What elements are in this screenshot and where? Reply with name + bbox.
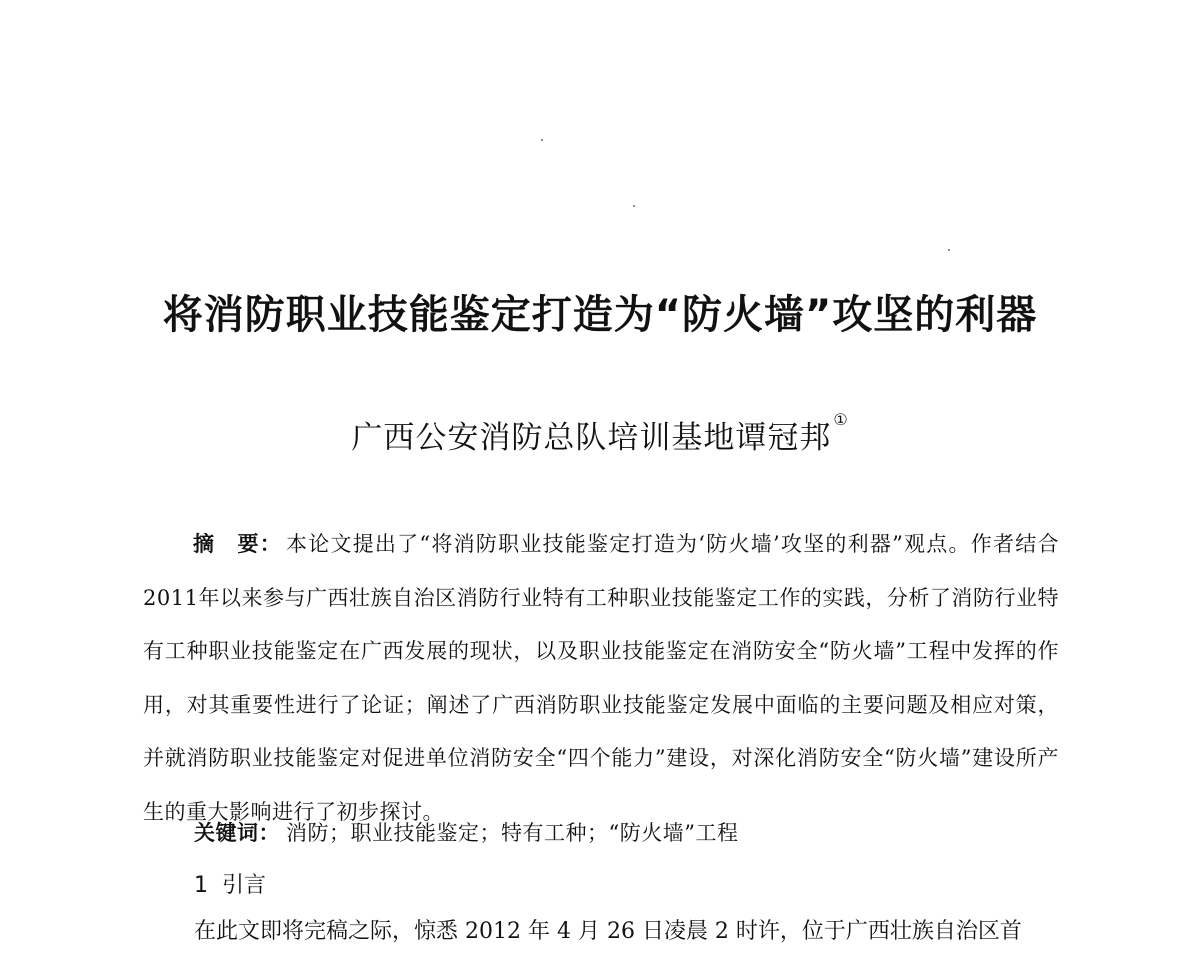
keywords-label: 关键词： — [194, 821, 280, 845]
author-footnote-mark: ① — [833, 410, 849, 429]
author-line — [0, 412, 1200, 457]
scan-speck — [633, 205, 635, 207]
author-name: 广西公安消防总队培训基地谭冠邦 — [351, 420, 832, 456]
body-paragraph: 在此文即将完稿之际，惊悉 2012 年 4 月 26 日凌晨 2 时许，位于广西壮族自治区首 — [194, 919, 1022, 944]
section-heading — [194, 868, 266, 899]
section-number: 1 — [194, 873, 208, 898]
section-title: 引言 — [222, 873, 267, 898]
paper-title: 将消防职业技能鉴定打造为“防火墙”攻坚的利器 — [162, 292, 1038, 338]
abstract-paragraph — [143, 518, 1059, 839]
keywords-line — [194, 817, 738, 847]
keywords-text: 消防；职业技能鉴定；特有工种；“防火墙”工程 — [286, 821, 739, 845]
scan-speck — [948, 249, 950, 251]
abstract-label: 摘 要： — [193, 532, 282, 556]
abstract-text: 本论文提出了“将消防职业技能鉴定打造为‘防火墙’攻坚的利器”观点。作者结合2011年以来参与广西壮族自治区消防行业特有工种职业技能鉴定工作的实践，分析了消防行业特有工种职业技能鉴定在广西发展的现状，以及职业技能鉴定在消防安全“防火墙”工程中发挥的作用，对其重要性进行了论证；阐述了广西消防职业技能鉴定发展中面临的主要问题及相应对策，并就消防职业技能鉴定对促进单位消防安全“四个能力”建设，对深化消防安全“防火墙”建设所产生的重大影响进行了初步探讨。 — [143, 532, 1059, 824]
scan-speck — [541, 139, 543, 141]
